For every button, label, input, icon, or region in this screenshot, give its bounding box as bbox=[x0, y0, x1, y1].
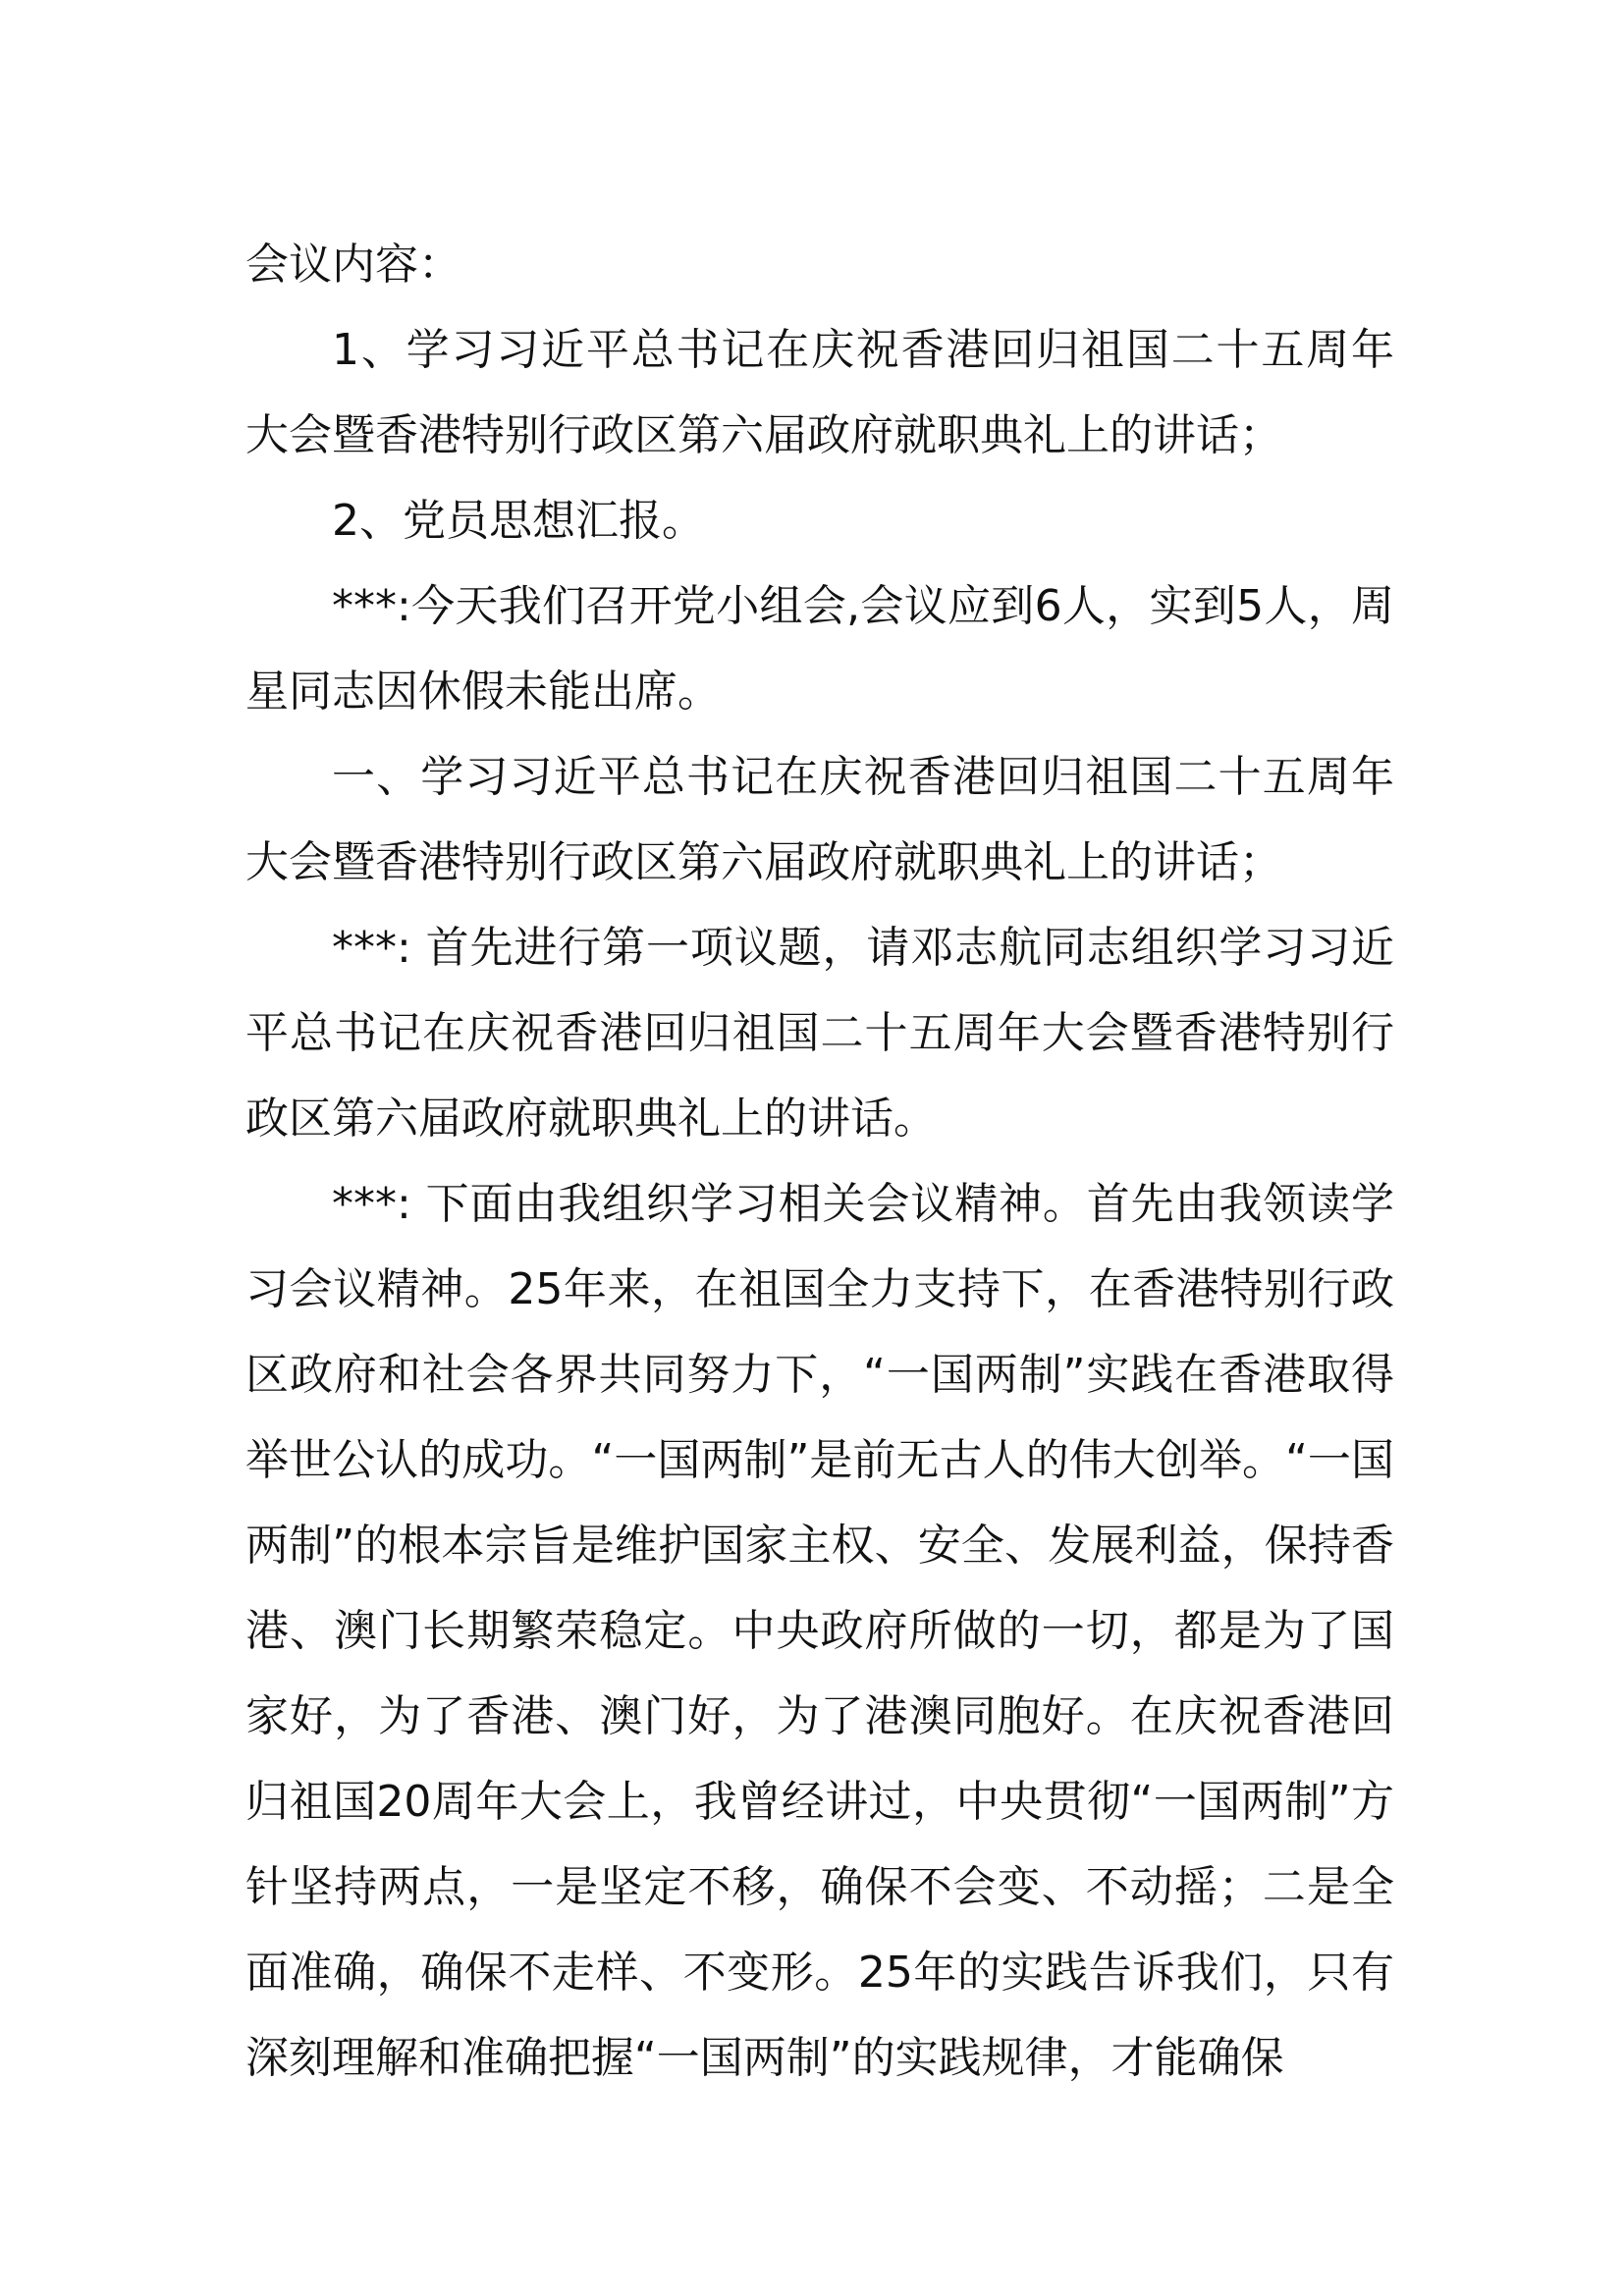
attendance-paragraph: ***:今天我们召开党小组会,会议应到6人，实到5人，周星同志因休假未能出席。 bbox=[245, 581, 1394, 717]
first-topic-paragraph: ***: 首先进行第一项议题，请邓志航同志组织学习习近平总书记在庆祝香港回归祖国二十五周年大会暨香港特别行政区第六届政府就职典礼上的讲话。 bbox=[245, 923, 1394, 1144]
study-content-paragraph: ***: 下面由我组织学习相关会议精神。首先由我领读学习会议精神。25年来，在祖国全力支持下，在香港特别行政区政府和社会各界共同努力下，“一国两制”实践在香港取得举世公认的成功。“一国两制”是前无古人的伟大创举。“一国两制”的根本宗旨是维护国家主权、安全、发展利益，保持香港、澳门长期繁荣稳定。中央政府所做的一切，都是为了国家好，为了香港、澳门好，为了港澳同胞好。在庆祝香港回归祖国20周年大会上，我曾经讲过，中央贯彻“一国两制”方针坚持两点，一是坚定不移，确保不会变、不动摇；二是全面准确，确保不走样、不变形。25年的实践告诉我们，只有深刻理解和准确把握“一国两制”的实践规律，才能确保 bbox=[245, 1179, 1394, 2083]
agenda-item-1: 1、学习习近平总书记在庆祝香港回归祖国二十五周年大会暨香港特别行政区第六届政府就职典礼上的讲话； bbox=[245, 325, 1394, 460]
agenda-item-2: 2、党员思想汇报。 bbox=[332, 496, 705, 546]
meeting-content-heading: 会议内容： bbox=[245, 240, 461, 290]
document-body bbox=[245, 222, 1394, 2101]
section-one-heading: 一、学习习近平总书记在庆祝香港回归祖国二十五周年大会暨香港特别行政区第六届政府就职典礼上的讲话； bbox=[245, 752, 1394, 887]
